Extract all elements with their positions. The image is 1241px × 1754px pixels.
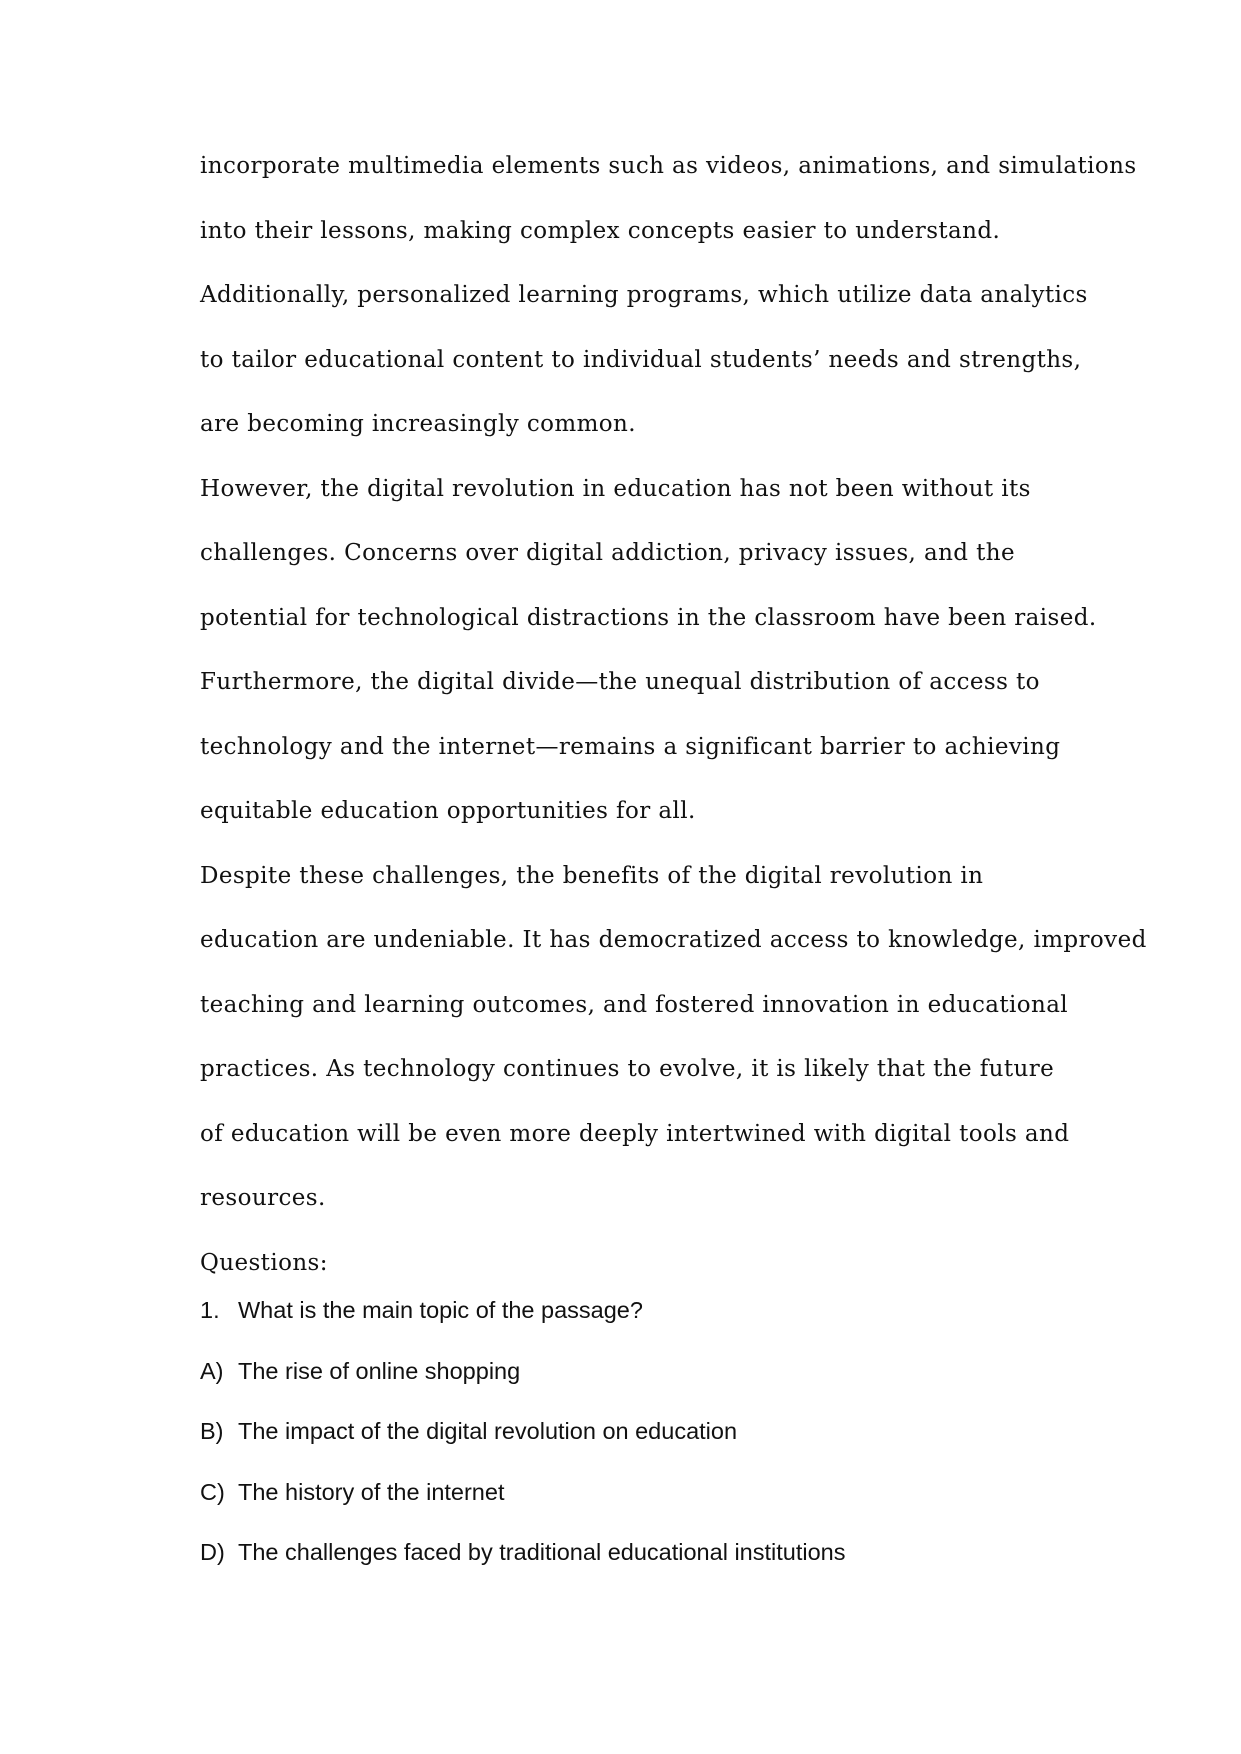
passage-line: technology and the internet—remains a significant barrier to achieving	[200, 733, 1061, 760]
passage-line: teaching and learning outcomes, and fostered innovation in educational	[200, 991, 1069, 1018]
passage-line: practices. As technology continues to evolve, it is likely that the future	[200, 1056, 1055, 1082]
option-label: B)	[200, 1418, 224, 1444]
questions-heading: Questions:	[200, 1249, 328, 1276]
passage-line: of education will be even more deeply intertwined with digital tools and	[200, 1120, 1070, 1147]
passage-line: resources.	[200, 1185, 326, 1211]
passage-line: to tailor educational content to individual students’ needs and strengths,	[200, 346, 1082, 373]
question-list	[200, 1290, 1100, 1593]
question-text: What is the main topic of the passage?	[238, 1297, 643, 1323]
option-b	[200, 1411, 1100, 1472]
passage-line: Furthermore, the digital divide—the unequal distribution of access to	[200, 669, 1040, 695]
option-text: The history of the internet	[238, 1478, 505, 1505]
passage-line: However, the digital revolution in education has not been without its	[200, 475, 1031, 502]
option-text: The rise of online shopping	[238, 1357, 521, 1384]
passage-line: into their lessons, making complex concepts easier to understand.	[200, 217, 1001, 244]
passage-line: education are undeniable. It has democratized access to knowledge, improved	[200, 927, 1147, 953]
question-number: 1.	[200, 1297, 220, 1323]
option-label: D)	[200, 1539, 225, 1565]
option-text: The challenges faced by traditional educational institutions	[238, 1539, 846, 1565]
option-c	[200, 1472, 1100, 1533]
option-label: C)	[200, 1478, 225, 1505]
passage-line: incorporate multimedia elements such as videos, animations, and simulations	[200, 153, 1137, 179]
passage-line: Despite these challenges, the benefits of the digital revolution in	[200, 862, 984, 889]
option-a	[200, 1351, 1100, 1412]
passage-line: challenges. Concerns over digital addiction, privacy issues, and the	[200, 540, 1015, 566]
option-label: A)	[200, 1357, 224, 1384]
passage-text	[200, 146, 1147, 1307]
passage-line: Additionally, personalized learning programs, which utilize data analytics	[200, 282, 1088, 308]
passage-line: are becoming increasingly common.	[200, 411, 636, 437]
passage-line: equitable education opportunities for all.	[200, 798, 696, 824]
question-1	[200, 1290, 1100, 1351]
option-d	[200, 1532, 1100, 1593]
passage-line: potential for technological distractions in the classroom have been raised.	[200, 604, 1097, 631]
option-text: The impact of the digital revolution on education	[238, 1418, 738, 1444]
